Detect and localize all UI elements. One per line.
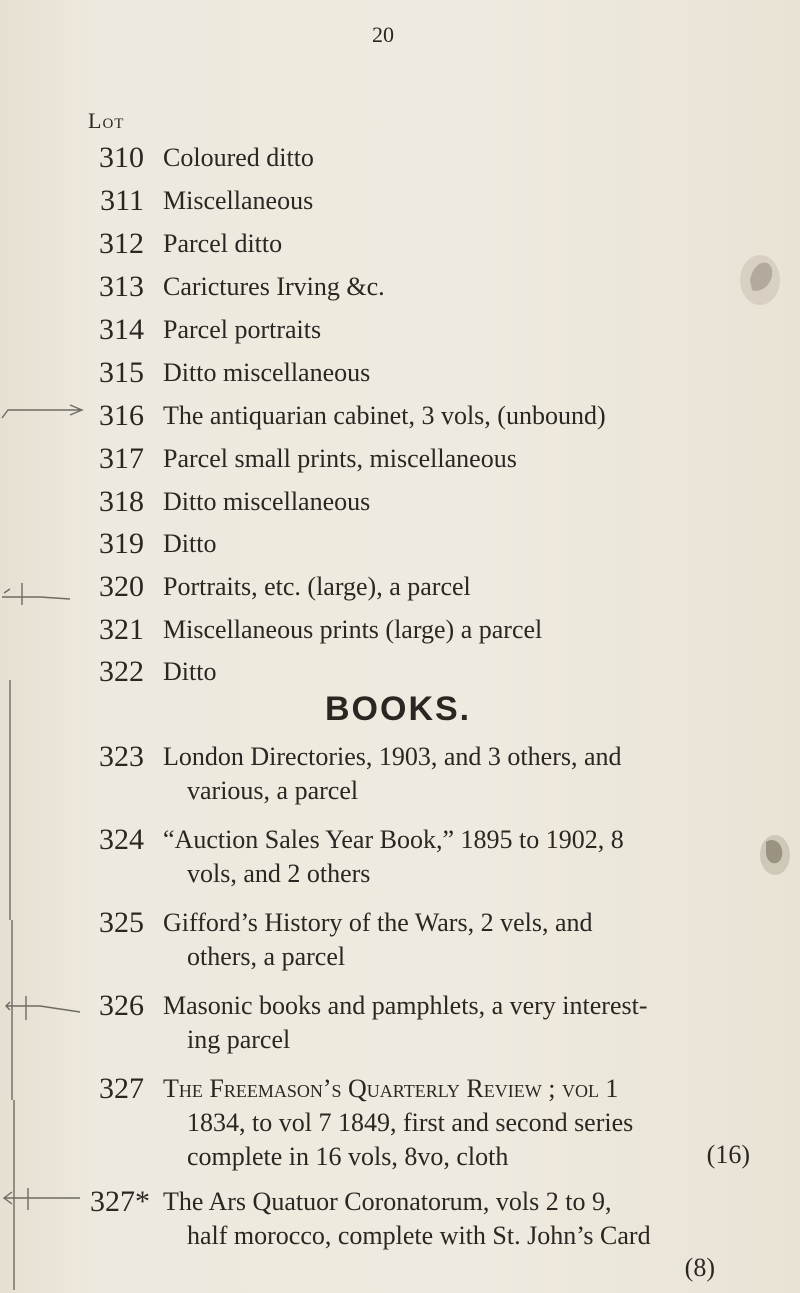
lot-description: The Ars Quatuor Coronatorum, vols 2 to 9, xyxy=(163,1187,612,1216)
lot-number: 310 xyxy=(99,141,144,174)
list-item xyxy=(0,181,800,221)
list-item xyxy=(0,1182,800,1222)
lot-number: 311 xyxy=(100,184,144,217)
list-item xyxy=(0,610,800,650)
lot-number: 321 xyxy=(99,613,144,646)
lot-description-continuation: half morocco, complete with St. John’s Card xyxy=(187,1221,651,1250)
list-item xyxy=(0,396,800,436)
lot-description: Ditto xyxy=(163,657,217,686)
lot-column-heading: Lot xyxy=(88,108,125,133)
lot-number: 327 xyxy=(99,1072,144,1105)
lot-description: Parcel portraits xyxy=(163,315,322,344)
list-item xyxy=(0,310,800,350)
lot-number: 317 xyxy=(99,442,144,475)
list-item xyxy=(0,986,800,1026)
lot-description-continuation: various, a parcel xyxy=(187,776,359,805)
lot-description-continuation: complete in 16 vols, 8vo, cloth xyxy=(187,1142,509,1171)
lot-description-continuation: 1834, to vol 7 1849, first and second series xyxy=(187,1108,634,1137)
lot-number: 326 xyxy=(99,989,144,1022)
list-item xyxy=(0,652,800,692)
list-item xyxy=(0,138,800,178)
lot-number: 313 xyxy=(99,270,144,303)
lot-number: 320 xyxy=(99,570,144,603)
lot-description: Ditto miscellaneous xyxy=(163,358,371,387)
list-item xyxy=(0,439,800,479)
lot-number: 318 xyxy=(99,485,144,518)
lot-estimate: (16) xyxy=(706,1140,750,1169)
lot-description: Gifford’s History of the Wars, 2 vels, and xyxy=(163,908,593,937)
lot-description: Parcel small prints, miscellaneous xyxy=(163,444,517,473)
lot-description: The Freemason’s Quarterly Review ; vol 1 xyxy=(163,1074,619,1103)
lot-number: 315 xyxy=(99,356,144,389)
section-heading-books: BOOKS. xyxy=(325,690,472,728)
lot-description-continuation: vols, and 2 others xyxy=(187,859,371,888)
pencil-arrow-mark xyxy=(0,400,90,430)
lot-description: Ditto xyxy=(163,529,217,558)
list-item xyxy=(0,482,800,522)
lot-estimate: (8) xyxy=(684,1253,715,1282)
lot-number: 312 xyxy=(99,227,144,260)
lot-description: Miscellaneous xyxy=(163,186,314,215)
page-number: 20 xyxy=(372,22,394,47)
list-item xyxy=(0,224,800,264)
list-item xyxy=(0,353,800,393)
list-item xyxy=(0,820,800,860)
list-item xyxy=(0,737,800,777)
lot-number: 327* xyxy=(90,1185,150,1218)
lot-description: Carictures Irving &c. xyxy=(163,272,385,301)
lot-number: 323 xyxy=(99,740,144,773)
lot-description: Parcel ditto xyxy=(163,229,283,258)
lot-description: The antiquarian cabinet, 3 vols, (unbound) xyxy=(163,401,606,430)
lot-description: Portraits, etc. (large), a parcel xyxy=(163,572,471,601)
list-item xyxy=(0,903,800,943)
lot-description: Miscellaneous prints (large) a parcel xyxy=(163,615,543,644)
list-item xyxy=(0,524,800,564)
lot-description: London Directories, 1903, and 3 others, and xyxy=(163,742,622,771)
lot-description: Ditto miscellaneous xyxy=(163,487,371,516)
lot-number: 314 xyxy=(99,313,144,346)
list-item xyxy=(0,567,800,607)
lot-description: Coloured ditto xyxy=(163,143,314,172)
lot-description-continuation: others, a parcel xyxy=(187,942,346,971)
lot-number: 324 xyxy=(99,823,144,856)
list-item xyxy=(0,267,800,307)
ink-smudge xyxy=(760,832,790,872)
lot-number: 319 xyxy=(99,527,144,560)
lot-description: “Auction Sales Year Book,” 1895 to 1902, 8 xyxy=(163,825,624,854)
lot-number: 322 xyxy=(99,655,144,688)
lot-number: 325 xyxy=(99,906,144,939)
pencil-arrow-mark xyxy=(0,565,90,605)
ink-smudge xyxy=(740,250,780,300)
pencil-margin-line xyxy=(0,620,40,1290)
lot-number: 316 xyxy=(99,399,144,432)
lot-description-continuation: ing parcel xyxy=(187,1025,291,1054)
lot-description: Masonic books and pamphlets, a very interest- xyxy=(163,991,648,1020)
list-item xyxy=(0,1069,800,1109)
